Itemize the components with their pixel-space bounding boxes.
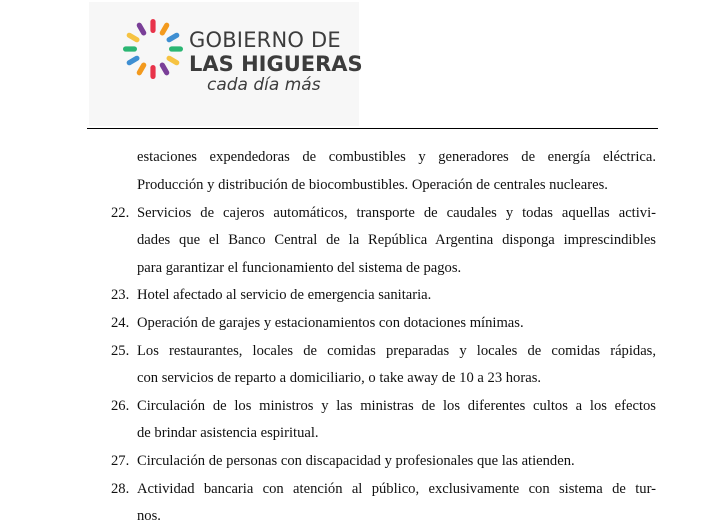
emblem-petal — [159, 62, 171, 77]
continuation-line: Producción y distribución de biocombustibles. Operación de centrales nucleares. — [137, 177, 608, 193]
item-number: 22. — [111, 205, 130, 221]
emblem-petal — [126, 55, 141, 67]
item-text-line: Actividad bancaria con atención al público, exclusivamente con sistema de tur- — [137, 481, 656, 497]
item-number: 24. — [111, 315, 130, 331]
item-text-line: dades que el Banco Central de la República Argentina disponga imprescindibles — [137, 232, 656, 248]
item-text-line: con servicios de reparto a domiciliario, o take away de 10 a 23 horas. — [137, 370, 542, 386]
item-text-line: Circulación de personas con discapacidad y profesionales que las atienden. — [137, 453, 575, 469]
emblem-petal — [136, 62, 148, 77]
emblem-petal — [166, 32, 181, 44]
item-number: 27. — [111, 453, 130, 469]
item-text-line: de brindar asistencia espiritual. — [137, 425, 319, 441]
emblem-petal — [159, 22, 171, 37]
item-text-line: Los restaurantes, locales de comidas preparadas y locales de comidas rápidas, — [137, 343, 656, 359]
item-text-line: Operación de garajes y estacionamientos con dotaciones mínimas. — [137, 315, 524, 331]
item-text-line: Hotel afectado al servicio de emergencia sanitaria. — [137, 287, 432, 303]
item-text-line: para garantizar el funcionamiento del sistema de pagos. — [137, 260, 462, 276]
item-text-line: Circulación de los ministros y las ministras de los diferentes cultos a los efectos — [137, 398, 656, 414]
logo-text-las-higueras: LAS HIGUERAS — [189, 52, 363, 76]
emblem-petal — [123, 46, 137, 51]
item-text-line: nos. — [137, 508, 161, 524]
logo-text-gobierno-de: GOBIERNO DE — [189, 28, 341, 52]
logo-slogan: cada día más — [207, 75, 321, 95]
hands-emblem-icon — [120, 16, 186, 82]
item-number: 28. — [111, 481, 130, 497]
emblem-petal — [136, 22, 148, 37]
item-text-line: Servicios de cajeros automáticos, transporte de caudales y todas aquellas activi- — [137, 205, 656, 221]
emblem-petal — [150, 65, 155, 79]
item-number: 26. — [111, 398, 130, 414]
item-number: 25. — [111, 343, 130, 359]
government-logo — [89, 2, 363, 126]
emblem-petal — [169, 46, 183, 51]
emblem-center — [147, 43, 159, 55]
emblem-petal — [150, 19, 155, 33]
continuation-line: estaciones expendedoras de combustibles y generadores de energía eléctrica. — [137, 149, 656, 165]
emblem-petal — [126, 32, 141, 44]
emblem-petal — [166, 55, 181, 67]
item-number: 23. — [111, 287, 130, 303]
header-divider — [87, 128, 658, 129]
